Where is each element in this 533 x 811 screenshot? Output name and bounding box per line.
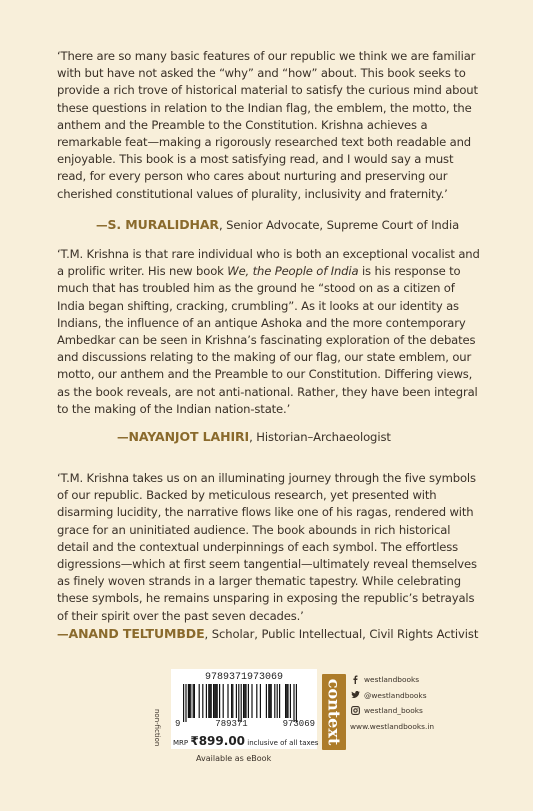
barcode-bar xyxy=(211,684,212,718)
mrp-note: inclusive of all taxes xyxy=(247,739,319,747)
barcode-bar xyxy=(194,684,195,718)
quote-teltumbde: ‘T.M. Krishna takes us on an illuminating journey through the five symbols of our republic. Backed by meticulous research, yet presented with disarming lucidity, the narrative flows like one of his ragas, rendered with grace for an uninitiated audience. The book abounds in rich historical detail and the contextual underpinnings of each symbol. The effortless digressions—which at first seem tangential—ultimately reveal themselves as finely woven strands in a larger thematic tapestry. While celebrating these symbols, he remains unsparing in exposing the republic’s betrayals of their spirit over the past seven decades.’ xyxy=(57,471,477,623)
attribution-dash: — xyxy=(57,627,69,641)
isbn-lead-digit: 9 xyxy=(175,719,181,729)
isbn-left-digits: 789371 xyxy=(215,719,248,729)
barcode-bar xyxy=(245,684,246,718)
category-label: non-fiction xyxy=(153,709,161,747)
social-label: westland_books xyxy=(364,706,423,715)
barcode-bar xyxy=(213,684,214,718)
isbn-right-digits: 973069 xyxy=(282,719,315,729)
barcode-bar xyxy=(238,684,239,722)
barcode-bar xyxy=(287,684,288,718)
facebook-icon xyxy=(350,675,360,685)
social-facebook[interactable] xyxy=(350,673,434,686)
quote-text: ‘T.M. Krishna is that rare individual who is both an exceptional vocalist and a prolific writer. His new book xyxy=(57,247,480,279)
mrp-amount: ₹899.00 xyxy=(190,734,246,748)
mrp-label: MRP xyxy=(173,739,189,747)
barcode-bar xyxy=(214,684,215,718)
price-label xyxy=(173,734,318,748)
attribution-role: , Scholar, Public Intellectual, Civil Rights Activist xyxy=(204,627,479,641)
barcode-bar xyxy=(244,684,245,718)
barcode-bar xyxy=(256,684,257,718)
barcode-bar xyxy=(202,684,203,718)
barcode-bar xyxy=(208,684,209,718)
attribution-lahiri xyxy=(117,429,391,445)
barcode-bar xyxy=(260,684,261,718)
publisher-logo xyxy=(322,674,346,750)
isbn-digits xyxy=(175,719,315,729)
barcode-bar xyxy=(243,684,244,718)
barcode-bar xyxy=(209,684,210,718)
barcode-bar xyxy=(271,684,272,718)
barcode-bar xyxy=(285,684,286,718)
attribution-muralidhar xyxy=(96,217,459,233)
quote-lahiri xyxy=(57,246,484,418)
attribution-dash: — xyxy=(117,430,129,444)
attribution-name: NAYANJOT LAHIRI xyxy=(128,429,250,444)
social-instagram[interactable] xyxy=(350,704,434,717)
twitter-icon xyxy=(350,690,360,700)
barcode-bar xyxy=(219,684,220,718)
book-title: We, the People of India xyxy=(227,264,359,279)
attribution-dash: — xyxy=(96,218,108,232)
barcode-bar xyxy=(231,684,232,718)
publisher-social xyxy=(350,673,434,735)
barcode-bar xyxy=(227,684,228,718)
barcode-bar xyxy=(268,684,269,718)
website-label: www.westlandbooks.in xyxy=(350,721,435,731)
barcode-bar xyxy=(241,684,242,722)
attribution-role: , Senior Advocate, Supreme Court of India xyxy=(218,218,460,232)
ebook-note: Available as eBook xyxy=(196,754,272,763)
barcode-bar xyxy=(248,684,249,718)
barcode-bar xyxy=(193,684,194,718)
barcode-bar xyxy=(236,684,237,718)
barcode-bars xyxy=(183,684,307,722)
social-label: @westlandbooks xyxy=(364,690,427,700)
barcode-bar xyxy=(223,684,224,718)
barcode-bar xyxy=(279,684,280,718)
barcode-bar xyxy=(185,684,186,722)
barcode-bar xyxy=(277,684,278,718)
barcode-bar xyxy=(215,684,216,718)
quote-muralidhar: ‘There are so many basic features of our republic we think we are familiar with but have not asked the “why” and “how” about. This book seeks to provide a rich trove of historical material to satisfy the curious mind about these questions in relation to the Indian flag, the emblem, the motto, the anthem and the Preamble to the Constitution. Krishna achieves a remarkable feat—making a rigorously researched text both readable and enjoyable. This book is a most satisfying read, and I would say a must read, for every person who cares about nurturing and preserving our cherished constitutional values of plurality, inclusivity and fraternity.’ xyxy=(57,49,478,201)
barcode-bar xyxy=(217,684,218,718)
attribution-name: S. MURALIDHAR xyxy=(107,217,219,232)
barcode-bar xyxy=(286,684,287,718)
barcode-bar xyxy=(189,684,190,718)
barcode-bar xyxy=(251,684,252,718)
publisher-logo-text: context xyxy=(324,678,344,746)
barcode-bar xyxy=(188,684,189,718)
website-link[interactable] xyxy=(350,720,434,733)
barcode-bar xyxy=(274,684,275,718)
attribution-teltumbde xyxy=(57,626,478,642)
barcode-bar xyxy=(199,684,200,718)
isbn-number: 9789371973069 xyxy=(204,672,283,683)
barcode-bar xyxy=(183,684,184,722)
barcode-bar xyxy=(290,684,291,718)
quote-text: is his response to much that has troubled him as the ground he “stood on as a citizen of India began shifting, cracking, crumbling”. As it looks at our identity as Indians, the influence of an antique Ashoka and the more contemporary Ambedkar can be seen in Krishna’s fascinating exploration of the debates and discussions relating to the making of our flag, our state emblem, our motto, our anthem and the Preamble to our Constitution. Differing views, as the book reveals, are not anti-national. Rather, they have been integral to the making of the Indian nation-state.’ xyxy=(57,264,478,416)
instagram-icon xyxy=(350,706,360,716)
social-label: westlandbooks xyxy=(364,675,420,684)
barcode-card xyxy=(171,669,317,749)
barcode-bar xyxy=(293,684,294,722)
attribution-role: , Historian–Archaeologist xyxy=(249,430,391,444)
social-twitter[interactable] xyxy=(350,689,434,702)
barcode-bar xyxy=(296,684,297,722)
attribution-name: ANAND TELTUMBDE xyxy=(68,626,205,641)
barcode-bar xyxy=(232,684,233,718)
barcode-bar xyxy=(266,684,267,718)
barcode-bar xyxy=(269,684,270,718)
barcode-bar xyxy=(206,684,207,718)
barcode-bar xyxy=(190,684,191,718)
